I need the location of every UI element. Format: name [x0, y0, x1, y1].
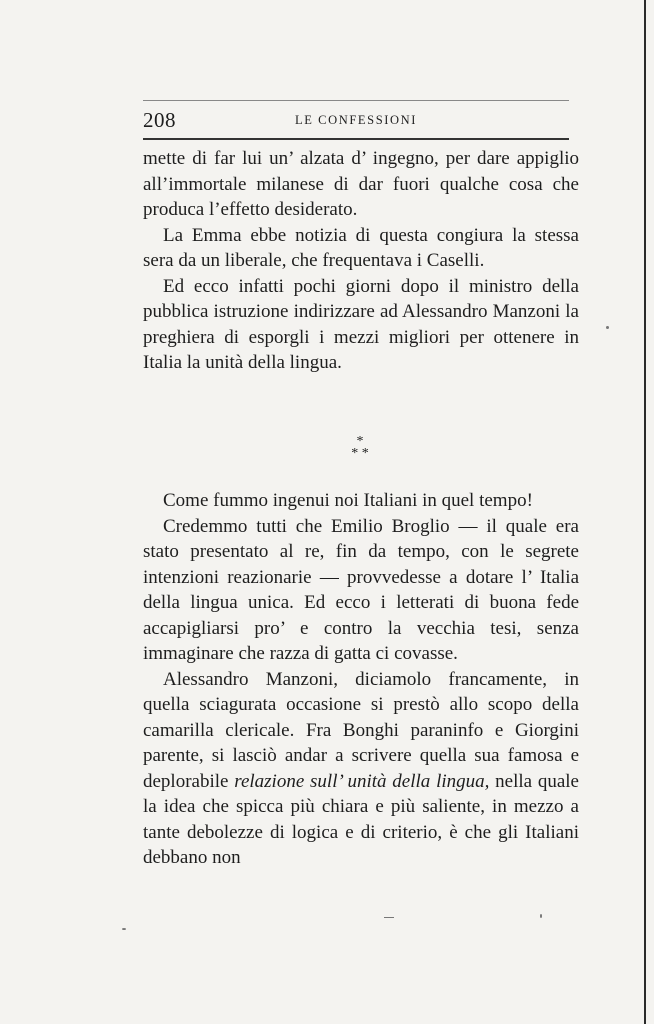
paper-speck	[122, 928, 126, 930]
paragraph-continuation: mette di far lui un’ alzata d’ ingegno, per dare appiglio all’immortale milanese di dar fuori qualche cosa che produca l’effetto desiderato.	[143, 148, 579, 220]
paragraph-emma: La Emma ebbe notizia di questa congiura la stessa sera da un liberale, che frequentava i Caselli.	[143, 224, 579, 271]
paragraph-manzoni-end: nella quale la idea che spicca più chiara e più saliente, in mezzo a tante debolezze di logica e di criterio, è che gli Italiani debbano non	[143, 770, 579, 868]
paper-speck	[384, 917, 394, 918]
asterism-bottom-stars: * *	[351, 446, 369, 461]
paragraph-broglio: Credemmo tutti che Emilio Broglio — il quale era stato presentato al re, fin da tempo, con le segrete intenzioni reazionarie — provvedesse a dotare l’ Italia della lingua unica. Ed ecco i letterati di buona fede accapigliarsi pro’ e contro la vecchia tesi, senza immaginare che razza di gatta ci covasse.	[143, 515, 579, 664]
paragraph-manzoni-start: Alessandro Manzoni, diciamolo francamente, in quella sciagurata occasione si prestò allo scopo della camarilla clericale. Fra Bonghi paraninfo e Giorgini parente, si lasciò andar a scrivere quella sua famosa e deplorabile	[143, 668, 579, 792]
text-block-second	[143, 488, 579, 871]
text-block-first	[143, 146, 579, 376]
paragraph-ministro: Ed ecco infatti pochi giorni dopo il ministro della pubblica istruzione indirizzare ad Alessandro Manzoni la preghiera di esporgli i mezzi migliori per ottenere in Italia la unità della lingua.	[143, 275, 579, 373]
page-number: 208	[143, 108, 176, 132]
asterism-top-star: *	[356, 434, 364, 449]
header-bottom-rule	[143, 138, 569, 140]
paragraph-ingenui: Come fummo ingenui noi Italiani in quel tempo!	[163, 490, 533, 511]
paper-speck	[540, 914, 542, 918]
running-title: LE CONFESSIONI	[294, 113, 418, 127]
asterism-separator	[330, 436, 390, 466]
paper-speck	[606, 326, 609, 329]
page-header	[143, 104, 569, 140]
page-edge-line	[644, 0, 646, 1024]
paragraph-manzoni	[143, 667, 579, 871]
italic-title-relazione: relazione sull’ unità della lingua,	[234, 770, 490, 792]
header-top-rule	[143, 100, 569, 101]
